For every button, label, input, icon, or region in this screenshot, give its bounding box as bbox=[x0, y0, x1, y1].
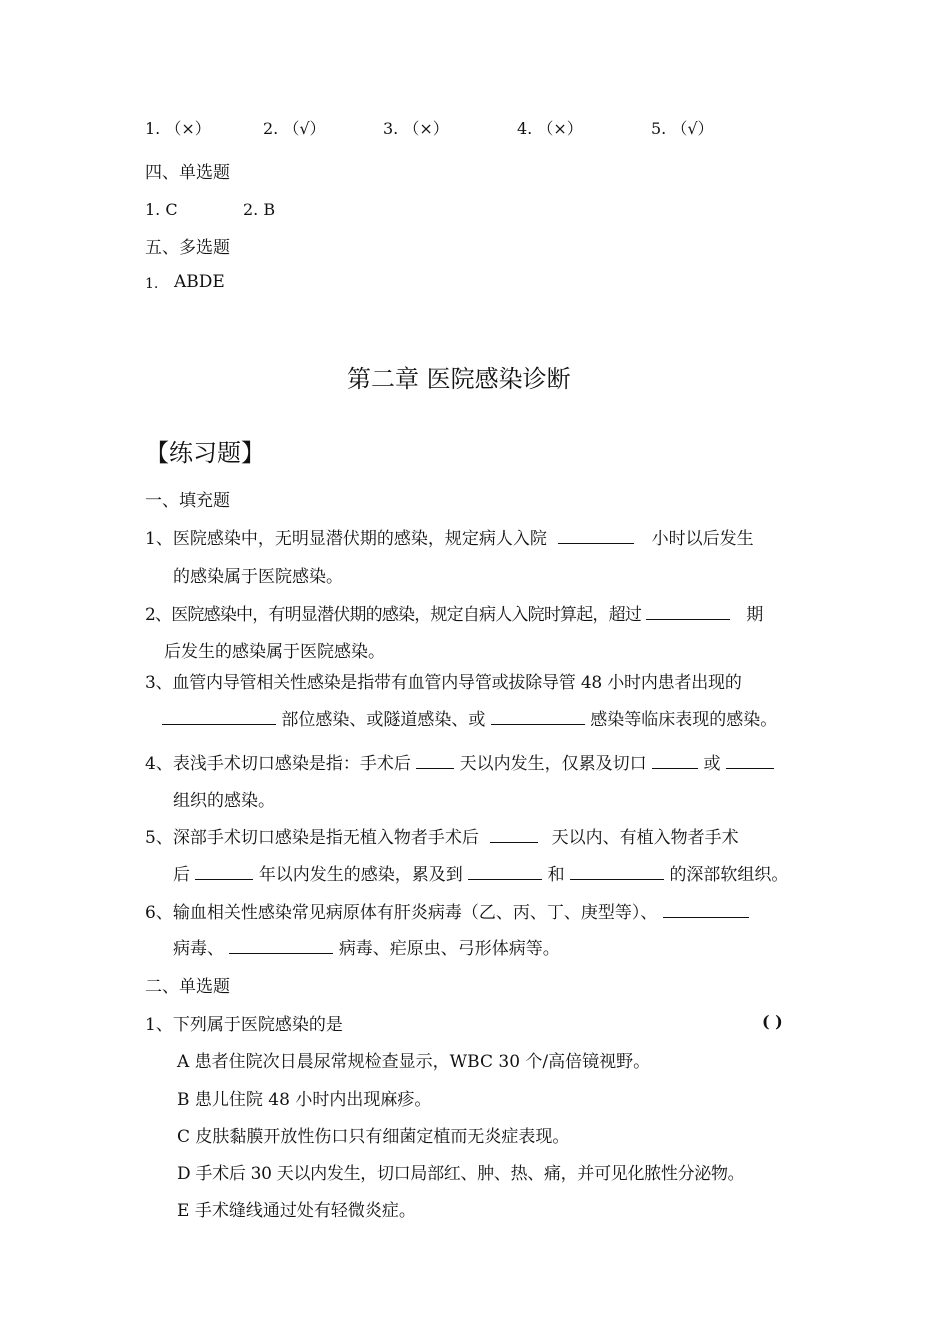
answer-blank[interactable] bbox=[663, 901, 749, 918]
question-4-text-a: 4、表浅手术切口感染是指：手术后 bbox=[145, 754, 411, 774]
answer-blank[interactable] bbox=[558, 527, 634, 544]
answer-blank[interactable] bbox=[570, 863, 664, 880]
question-5-text-e: 和 bbox=[547, 865, 565, 885]
question-2-line-1 bbox=[145, 600, 762, 625]
answer-blank[interactable] bbox=[646, 603, 730, 620]
single-answer-1: 1. C bbox=[145, 200, 178, 219]
answer-parenthesis[interactable]: ( ) bbox=[762, 1012, 783, 1031]
section-title-single-choice-2: 二、单选题 bbox=[145, 977, 230, 997]
question-3-line-2 bbox=[162, 705, 777, 730]
question-6-line-2 bbox=[173, 934, 560, 959]
question-5-text-f: 的深部软组织。 bbox=[669, 865, 789, 885]
question-1-line-2: 的感染属于医院感染。 bbox=[173, 567, 343, 587]
answer-blank[interactable] bbox=[416, 752, 454, 769]
question-2-text-b: 期 bbox=[746, 605, 763, 625]
option-e[interactable]: E 手术缝线通过处有轻微炎症。 bbox=[177, 1201, 416, 1221]
question-4-line-1 bbox=[145, 749, 774, 774]
question-5-text-c: 后 bbox=[173, 865, 190, 885]
question-4-line-2: 组织的感染。 bbox=[173, 791, 275, 811]
multi-answer-value: ABDE bbox=[174, 272, 225, 292]
answer-blank[interactable] bbox=[229, 937, 333, 954]
question-6-text-c: 病毒、疟原虫、弓形体病等。 bbox=[338, 939, 560, 959]
answer-blank[interactable] bbox=[491, 708, 585, 725]
answer-blank[interactable] bbox=[726, 752, 774, 769]
question-1-text-b: 小时以后发生 bbox=[651, 529, 754, 549]
question-5-line-2 bbox=[173, 860, 788, 885]
option-c[interactable]: C 皮肤黏膜开放性伤口只有细菌定植而无炎症表现。 bbox=[177, 1127, 570, 1147]
answer-blank[interactable] bbox=[162, 708, 276, 725]
option-d[interactable]: D 手术后 30 天以内发生，切口局部红、肿、热、痛，并可见化脓性分泌物。 bbox=[177, 1164, 745, 1184]
question-1-text-a: 1、医院感染中，无明显潜伏期的感染，规定病人入院 bbox=[145, 529, 547, 549]
question-5-line-1 bbox=[145, 823, 739, 848]
section-title-single-choice: 四、单选题 bbox=[145, 163, 230, 183]
option-a[interactable]: A 患者住院次日晨尿常规检查显示，WBC 30 个/高倍镜视野。 bbox=[177, 1052, 651, 1072]
answer-blank[interactable] bbox=[652, 752, 698, 769]
section-title-multi-choice: 五、多选题 bbox=[145, 238, 230, 258]
single-answer-2: 2. B bbox=[243, 200, 276, 219]
exercise-heading: 【练习题】 bbox=[145, 439, 265, 467]
question-4-text-c: 或 bbox=[703, 754, 721, 774]
multi-answer-number: 1. bbox=[145, 276, 159, 292]
option-b[interactable]: B 患儿住院 48 小时内出现麻疹。 bbox=[177, 1090, 432, 1110]
tf-answer-3: 3. （×） bbox=[383, 119, 449, 138]
chapter-title: 第二章 医院感染诊断 bbox=[347, 365, 571, 393]
question-5-text-b: 天以内、有植入物者手术 bbox=[551, 828, 739, 848]
question-5-text-d: 年以内发生的感染，累及到 bbox=[258, 865, 463, 885]
single-question-1: 1、下列属于医院感染的是 bbox=[145, 1015, 343, 1035]
question-6-text-b: 病毒、 bbox=[173, 939, 224, 959]
question-3-text-b: 部位感染、或隧道感染、或 bbox=[281, 710, 486, 730]
tf-answer-2: 2. （√） bbox=[263, 119, 326, 138]
answer-blank[interactable] bbox=[468, 863, 542, 880]
question-3-text-c: 感染等临床表现的感染。 bbox=[590, 710, 778, 730]
question-6-line-1 bbox=[145, 898, 749, 923]
question-6-text-a: 6、输血相关性感染常见病原体有肝炎病毒（乙、丙、丁、庚型等）、 bbox=[145, 903, 658, 923]
question-5-text-a: 5、深部手术切口感染是指无植入物者手术后 bbox=[145, 828, 479, 848]
question-2-text-a: 2、医院感染中，有明显潜伏期的感染，规定自病人入院时算起，超过 bbox=[145, 605, 642, 625]
tf-answer-5: 5. （√） bbox=[651, 119, 714, 138]
section-title-fill-in: 一、填充题 bbox=[145, 491, 230, 511]
tf-answer-4: 4. （×） bbox=[517, 119, 583, 138]
tf-answer-1: 1. （×） bbox=[145, 119, 211, 138]
question-1-line-1 bbox=[145, 524, 754, 549]
question-2-line-2: 后发生的感染属于医院感染。 bbox=[164, 642, 385, 662]
question-4-text-b: 天以内发生，仅累及切口 bbox=[459, 754, 647, 774]
question-3-line-1: 3、血管内导管相关性感染是指带有血管内导管或拔除导管 48 小时内患者出现的 bbox=[145, 673, 742, 693]
answer-blank[interactable] bbox=[195, 863, 253, 880]
answer-blank[interactable] bbox=[490, 826, 538, 843]
